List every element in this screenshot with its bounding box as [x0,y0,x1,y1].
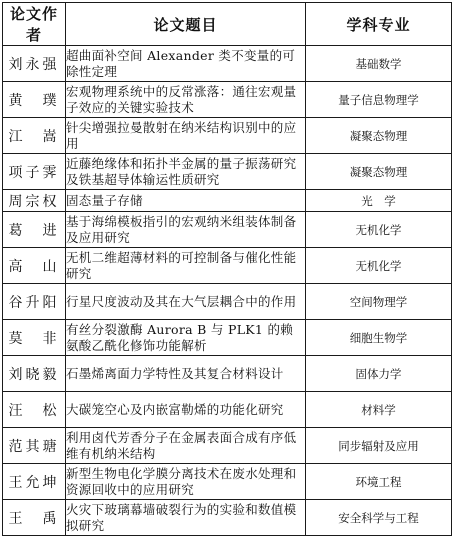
major-cell: 凝聚态物理 [306,154,452,190]
title-cell: 火灾下玻璃幕墙破裂行为的实验和数值模拟研究 [66,500,306,536]
title-cell: 针尖增强拉曼散射在纳米结构识别中的应用 [66,118,306,154]
title-cell: 大碳笼空心及内嵌富勒烯的功能化研究 [66,392,306,428]
author-cell: 黄 璞 [3,82,66,118]
author-cell: 范其瑭 [3,428,66,464]
author-cell: 莫 非 [3,320,66,356]
title-cell: 石墨烯离面力学特性及其复合材料设计 [66,356,306,392]
title-cell: 有丝分裂激酶 Aurora B 与 PLK1 的赖氨酸乙酰化修饰功能解析 [66,320,306,356]
major-cell: 无机化学 [306,248,452,284]
major-cell: 无机化学 [306,212,452,248]
table-row [3,212,452,248]
thesis-table [2,2,452,536]
table-row [3,82,452,118]
major-cell: 量子信息物理学 [306,82,452,118]
major-cell: 固体力学 [306,356,452,392]
major-cell: 环境工程 [306,464,452,500]
author-cell: 周宗权 [3,190,66,212]
major-cell: 同步辐射及应用 [306,428,452,464]
title-cell: 新型生物电化学膜分离技术在废水处理和资源回收中的应用研究 [66,464,306,500]
title-cell: 近藤绝缘体和拓扑半金属的量子振荡研究及铁基超导体输运性质研究 [66,154,306,190]
author-cell: 江 嵩 [3,118,66,154]
table-row [3,248,452,284]
header-major: 学科专业 [306,3,452,46]
title-cell: 行星尺度波动及其在大气层耦合中的作用 [66,284,306,320]
author-cell: 王 禹 [3,500,66,536]
author-cell: 葛 进 [3,212,66,248]
major-cell: 凝聚态物理 [306,118,452,154]
title-cell: 利用卤代芳香分子在金属表面合成有序低维有机纳米结构 [66,428,306,464]
title-cell: 基于海绵模板指引的宏观纳米组装体制备及应用研究 [66,212,306,248]
major-cell: 空间物理学 [306,284,452,320]
table-row [3,392,452,428]
major-cell: 光 学 [306,190,452,212]
header-title: 论文题目 [66,3,306,46]
author-cell: 谷升阳 [3,284,66,320]
author-cell: 汪 松 [3,392,66,428]
title-cell: 无机二维超薄材料的可控制备与催化性能研究 [66,248,306,284]
header-row [3,3,452,46]
major-cell: 材料学 [306,392,452,428]
author-cell: 王允坤 [3,464,66,500]
table-row [3,428,452,464]
title-cell: 超曲面补空间 Alexander 类不变量的可除性定理 [66,46,306,82]
table-row [3,154,452,190]
title-cell: 固态量子存储 [66,190,306,212]
header-author: 论文作者 [3,3,66,46]
table-row [3,500,452,536]
table-row [3,356,452,392]
major-cell: 细胞生物学 [306,320,452,356]
table-row [3,284,452,320]
author-cell: 高 山 [3,248,66,284]
major-cell: 安全科学与工程 [306,500,452,536]
title-cell: 宏观物理系统中的反常涨落：通往宏观量子效应的关键实验技术 [66,82,306,118]
table-row [3,46,452,82]
author-cell: 刘永强 [3,46,66,82]
major-cell: 基础数学 [306,46,452,82]
table-row [3,320,452,356]
table-row [3,464,452,500]
table-row [3,118,452,154]
author-cell: 项子霁 [3,154,66,190]
author-cell: 刘晓毅 [3,356,66,392]
table-row [3,190,452,212]
